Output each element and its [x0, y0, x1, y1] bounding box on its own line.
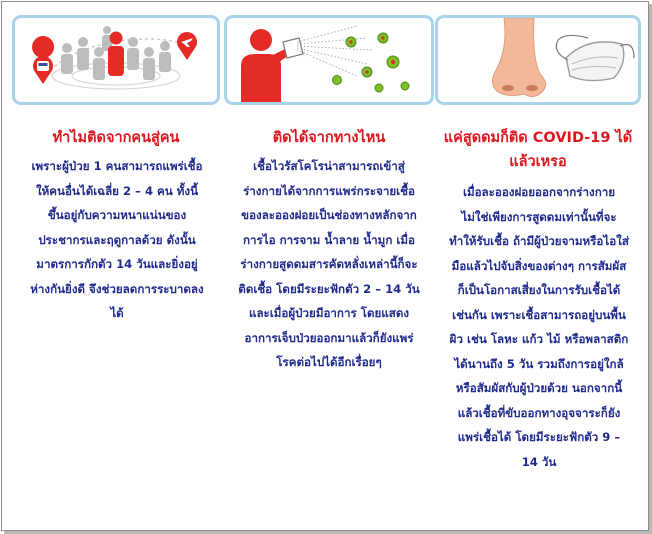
nose-mask-illustration-card [435, 15, 641, 105]
crowd-icon [15, 18, 217, 102]
body-why-person-to-person: เพราะผู้ป่วย 1 คนสามารถแพร่เชื้อให้คนอื่นได้เฉลี่ย 2 – 4 คน ทั้งนี้ขึ้นอยู่กับความหนาแน่นของประชากรและฤดูกาลด้วย ดังนั้น มาตรการกักตัว 14 วันและยิ่งอยู่ห่างกันยิ่งดี จึงช่วยลดการระบาดลงได้ [30, 159, 204, 320]
heading-why-person-to-person: ทำไมติดจากคนสู่คน [52, 130, 180, 146]
heading-transmission-route: ติดได้จากทางไหน [272, 130, 386, 146]
nose-mask-icon [438, 18, 638, 102]
crowd-illustration-card [12, 15, 220, 105]
sneeze-icon [227, 18, 431, 102]
sneeze-illustration-card [224, 15, 434, 105]
body-transmission-route: เชื้อไวรัสโคโรน่าสามารถเข้าสู่ร่างกายได้จากการแพร่กระจายเชื้อของละอองฝอยเป็นช่องทางหลักจากการไอ การจาม น้ำลาย น้ำมูก เมื่อร่างกายสูดดมสารคัดหลั่งเหล่านี้ก็จะติดเชื้อ โดยมีระยะฟักตัว 2 – 14 วัน และเมื่อผู้ป่วยมีอาการ โดยแสดงอาการเจ็บป่วยออกมาแล้วก็ยังแพร่โรคต่อไปได้อีกเรื่อยๆ [238, 159, 420, 369]
heading-inhalation: แค่สูดดมก็ติด COVID-19 ได้แล้วเหรอ [443, 130, 633, 170]
infographic-frame [1, 1, 649, 531]
body-inhalation: เมื่อละอองฝอยออกจากร่างกาย ไม่ใช่เพียงการสูดดมเท่านั้นที่จะทำให้รับเชื้อ ถ้ามีผู้ป่วยจามหรือไอใส่มือแล้วไปจับสิ่งของต่างๆ การสัมผัสก็เป็นโอกาสเสี่ยงในการรับเชื้อได้เช่นกัน เพราะเชื้อสามารถอยู่บนพื้นผิว เช่น โลหะ แก้ว ไม้ หรือพลาสติกได้นานถึง 5 วัน รวมถึงการอยู่ใกล้หรือสัมผัสกับผู้ป่วยด้วย นอกจากนี้แล้วเชื้อที่ขับออกทางอุจจาระก็ยังแพร่เชื้อได้ โดยมีระยะฟักตัว 9 – 14 วัน [449, 185, 629, 469]
